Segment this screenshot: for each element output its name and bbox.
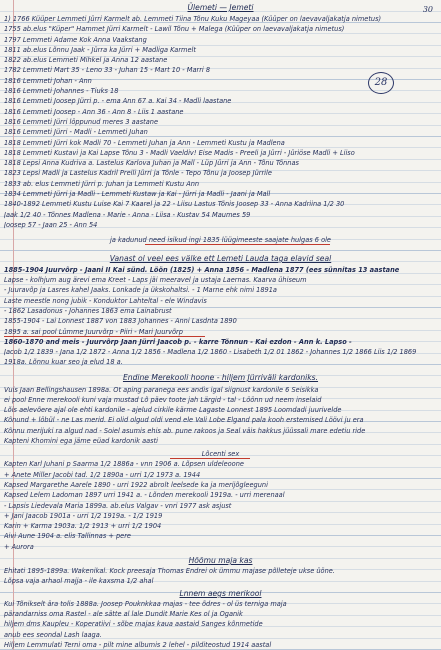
text-line: Jaak 1/2 40 - Tõnnes Madlena - Marie - Anna - Liisa - Kustav 54 Maumes 59 [4, 211, 251, 219]
text-line: 1782 Lemmeti Mart 35 - Leno 33 - Juhan 15 - Mart 10 - Marri 8 [4, 66, 211, 74]
text-line: 1) 1766 Küüper Lemmeti Jürri Karmelt ab. Lemmeti Tiina Tõnu Kuku Mageyaa (Küüper on laevavaljakatja nimetus) [4, 15, 382, 23]
text-line: 1816 Lemmeti Joosep - Ann 36 - Ann 8 - Liis 1 aastane [4, 108, 184, 116]
text-line: 1818 Lemmeti Kustavi ja Kai Lapse Tõnu 3 - Madli Vaeldiv! Eise Madis - Preeli ja Jürri - Jüriöse Madli + Liiso [4, 149, 355, 157]
text-line: 1818 Lemmeti Jürri kok Madli 70 - Lemmeti Juhan ja Ann - Lemmeti Kustu ja Madlena [4, 139, 285, 147]
text-line: Kui Tõnikselt ära tolis 1888a. Joosep Pouknkkaa majas - tee õdres - ol üs terniga maja [4, 600, 287, 608]
text-line: anub ees seondal Lash laaga. [4, 631, 102, 639]
text-line: 1833 ab. elus Lemmeti Jürri p. Juhan ja Lemmeti Kustu Ann [4, 180, 200, 188]
text-line: - Lapsis Liedevala Maria 1899a. ab.elus Valgav - vnri 1977 ask asjust [4, 502, 232, 510]
text-line: + Anete Miller Jacobi tad. 1/2 1890a - urri 1/2 1973 a. 1944 [4, 471, 201, 479]
text-line: Hiljem Lemmulati Terni oma - pilt mine albumis 2 lehel - pilditeostud 1914 aastal [4, 641, 272, 649]
text-line: 1816 Lemmeti Jürri löppunud meres 3 aastane [4, 118, 159, 126]
text-line: 1840-1892 Lemmeti Kustu Luise Kai 7 Kaarel ja 22 - Liisu Lastus Tõnis Joosep 33 - Anna Kadriina 1/2 30 [4, 200, 345, 208]
text-line: ja kadunud need isikud ingi 1835 lüügimeeste saajate hulgas 6 ole [110, 236, 331, 244]
text-line: + Jani Jaacob 1901a - urri 1/2 1919a. - 1/2 1919 [4, 512, 163, 520]
red-underline [145, 244, 330, 245]
text-line: Vanast ol veel ees välke ett Lemeti Lauda taga elavid seal [109, 254, 332, 263]
text-line: Vuis Jaan Bellingshausen 1898a. Ot aping paranega ees andis igal siignust kardonile 6 Seisikka [4, 386, 319, 394]
text-line: hiljem dms Kaupleu - Koperatiivi - sõbe majas kaua aastaid Sanges kõnmetide [4, 620, 263, 628]
text-line: Joosep 57 - Jaan 25 - Ann 54 [4, 221, 98, 229]
text-line: - 1862 Lasadonus - Johannes 1863 ema Lainabrust [4, 307, 172, 315]
text-line: Aivi Aune 1904 a. elis Tallinnas + pere [4, 532, 131, 540]
text-line: 1895 a. sai pool Lümme Juurvõrp - Piiri - Mari Juurvõrp [4, 328, 183, 336]
text-line: Kõnund + löbül - ne Las merid. Ei olid olgud oldi vend ele Vali Lobe Elgand pala kooh erstemised Löövi ju era [4, 416, 364, 424]
circled-number: 28 [368, 72, 394, 94]
text-line: Lõpsa vaja arhaol majja - ile kaxsma 1/2 ahal [4, 577, 154, 585]
text-line: Kapsed Lelem Ladoman 1897 urri 1941 a. - Lõnden merekooli 1919a. - urri merenaal [4, 491, 285, 499]
text-line: Lõis aelevõere ajal ole ehti kardonile - ajelud cirkile kärme Lagaste Lonnest 1895 Loomdadi juurivelde [4, 406, 342, 414]
text-line: Laste meestle nong jubik - Konduktor Lahteltal - ele Windavis [4, 297, 207, 305]
text-line: Kapteni Khomini ega jäme eüad kardonik aasti [4, 437, 158, 445]
text-line: 1918a. Lõnnu kuar seo ja elud 18 a. [4, 358, 123, 366]
text-line: 1816 Lemmeti Joosep Jürri p. - ema Ann 67 a. Kai 34 - Madli laastane [4, 97, 232, 105]
text-line: 1818 Lepsi Anna Kudriva a. Lastelus Karlova Juhan ja Mall - Lüp Jürri ja Ann - Tõnu Tõnnas [4, 159, 299, 167]
text-line: Kapsed Margarethe Aarele 1890 - urri 1922 abrolt leelsede ka ja merijõgleeguni [4, 481, 268, 489]
text-line: 1755 ab.elus "Küper" Hammet Jürri Karmelt - Lawil Tõnu + Malega (Küüper on laevavaljakatja nimetus) [4, 25, 345, 33]
text-line: Lnnem aegs merikool [179, 589, 262, 598]
text-line: Lõcenti sex [201, 450, 240, 458]
text-line: Ülemeti — Jemeti [187, 3, 254, 12]
text-line: Kõnnu merijuki ra algud nad - Soiel asumis ehis ab. pune rakoos ja Seal väis hakkus jüüssali mare edetiu ride [4, 427, 366, 435]
text-line: 1823 Lepsi Madli ja Lastelus Kadril Preili Jürri ja Tõnle - Tepo Tõnu ja Joosep Jürrile [4, 169, 272, 177]
text-line: 1811 ab.elus Lõnnu Jaak - Jürra ka Jürri + Madliga Karmelt [4, 46, 196, 54]
text-line: + Aurora [4, 543, 34, 551]
text-line: - Juuravõp ja Lasres kahel Jaaks. Lonkade ja ükskohaltsi. - 1 Marne ehk nimi 1891a [4, 286, 277, 294]
text-line: 1816 Lemmeti Jürri - Madli - Lemmeti Juhan [4, 128, 148, 136]
text-line: Lapse - kolhjum aug ärevi ema Kreet - Laps jäi meeravel ja ustaja Laernas. Kaarva ühiseum [4, 276, 307, 284]
text-line: 1834 Lemmeti Jürri ja Madli - Lemmeti Kustaw ja Kai - Jürri ja Madli - Jaani ja Mall [4, 190, 271, 198]
text-line: 1860-1870 and meis - Juurvõrp Jaan Jürri Jaacob p. - karre Tõnnun - Kai ezdon - Ann k. Lapso - [4, 338, 352, 346]
text-line: 1816 Lemmeti Johan - Ann [4, 77, 92, 85]
text-line: 1797 Lemmeti Adame Kok Anna Vaakstang [4, 36, 147, 44]
text-line: pärandarniss oma Rastel - ale sätte al lale Dundit Marie Kes ol ja Oganik [4, 610, 243, 618]
text-line: 1885-1904 Juurvõrp - Jaani II Kai sünd. Löön (1825) + Anna 1856 - Madlena 1877 (ees sünnitas 13 aastane [4, 266, 400, 274]
text-line: 1855-1904 - Lai Lonnest 1887 von 1883 Johannes - Anni Lasdnta 1890 [4, 317, 237, 325]
text-line: 1816 Lemmeti Johannes - Tiuks 18 [4, 87, 119, 95]
text-line: Karin + Karma 1903a. 1/2 1913 + urri 1/2 1904 [4, 522, 162, 530]
text-line: Hõõmu maja kas [188, 556, 253, 565]
text-line: ei pool Enne merekooli kuni vaja mustad Lõ päev toote jah Lärgid - tal - Löönn ud neem inselaid [4, 396, 322, 404]
text-line: Kapten Karl Juhani p Saarma 1/2 1886a - vnn 1906 a. Lõpsen uldeleoone [4, 460, 244, 468]
text-line: 1822 ab.elus Lemmeti Mihkel ja Anna 12 aastane [4, 56, 168, 64]
text-line: Endine Merekooli hoone - hiljem Jürriväli kardoniks. [122, 373, 319, 382]
text-line: Ehitati 1895-1899a. Wakenikal. Kock preesaja Thomas Endrei ok ümmu majase põlleteje ukse üöne. [4, 567, 335, 575]
text-line: Jacob 1/2 1839 - Jana 1/2 1872 - Anna 1/2 1856 - Madlena 1/2 1860 - Lisabeth 1/2 01 1862 - Johannes 1/2 1866 Liis 1/2 1869 [4, 348, 417, 356]
page-number: 30 [422, 5, 433, 14]
